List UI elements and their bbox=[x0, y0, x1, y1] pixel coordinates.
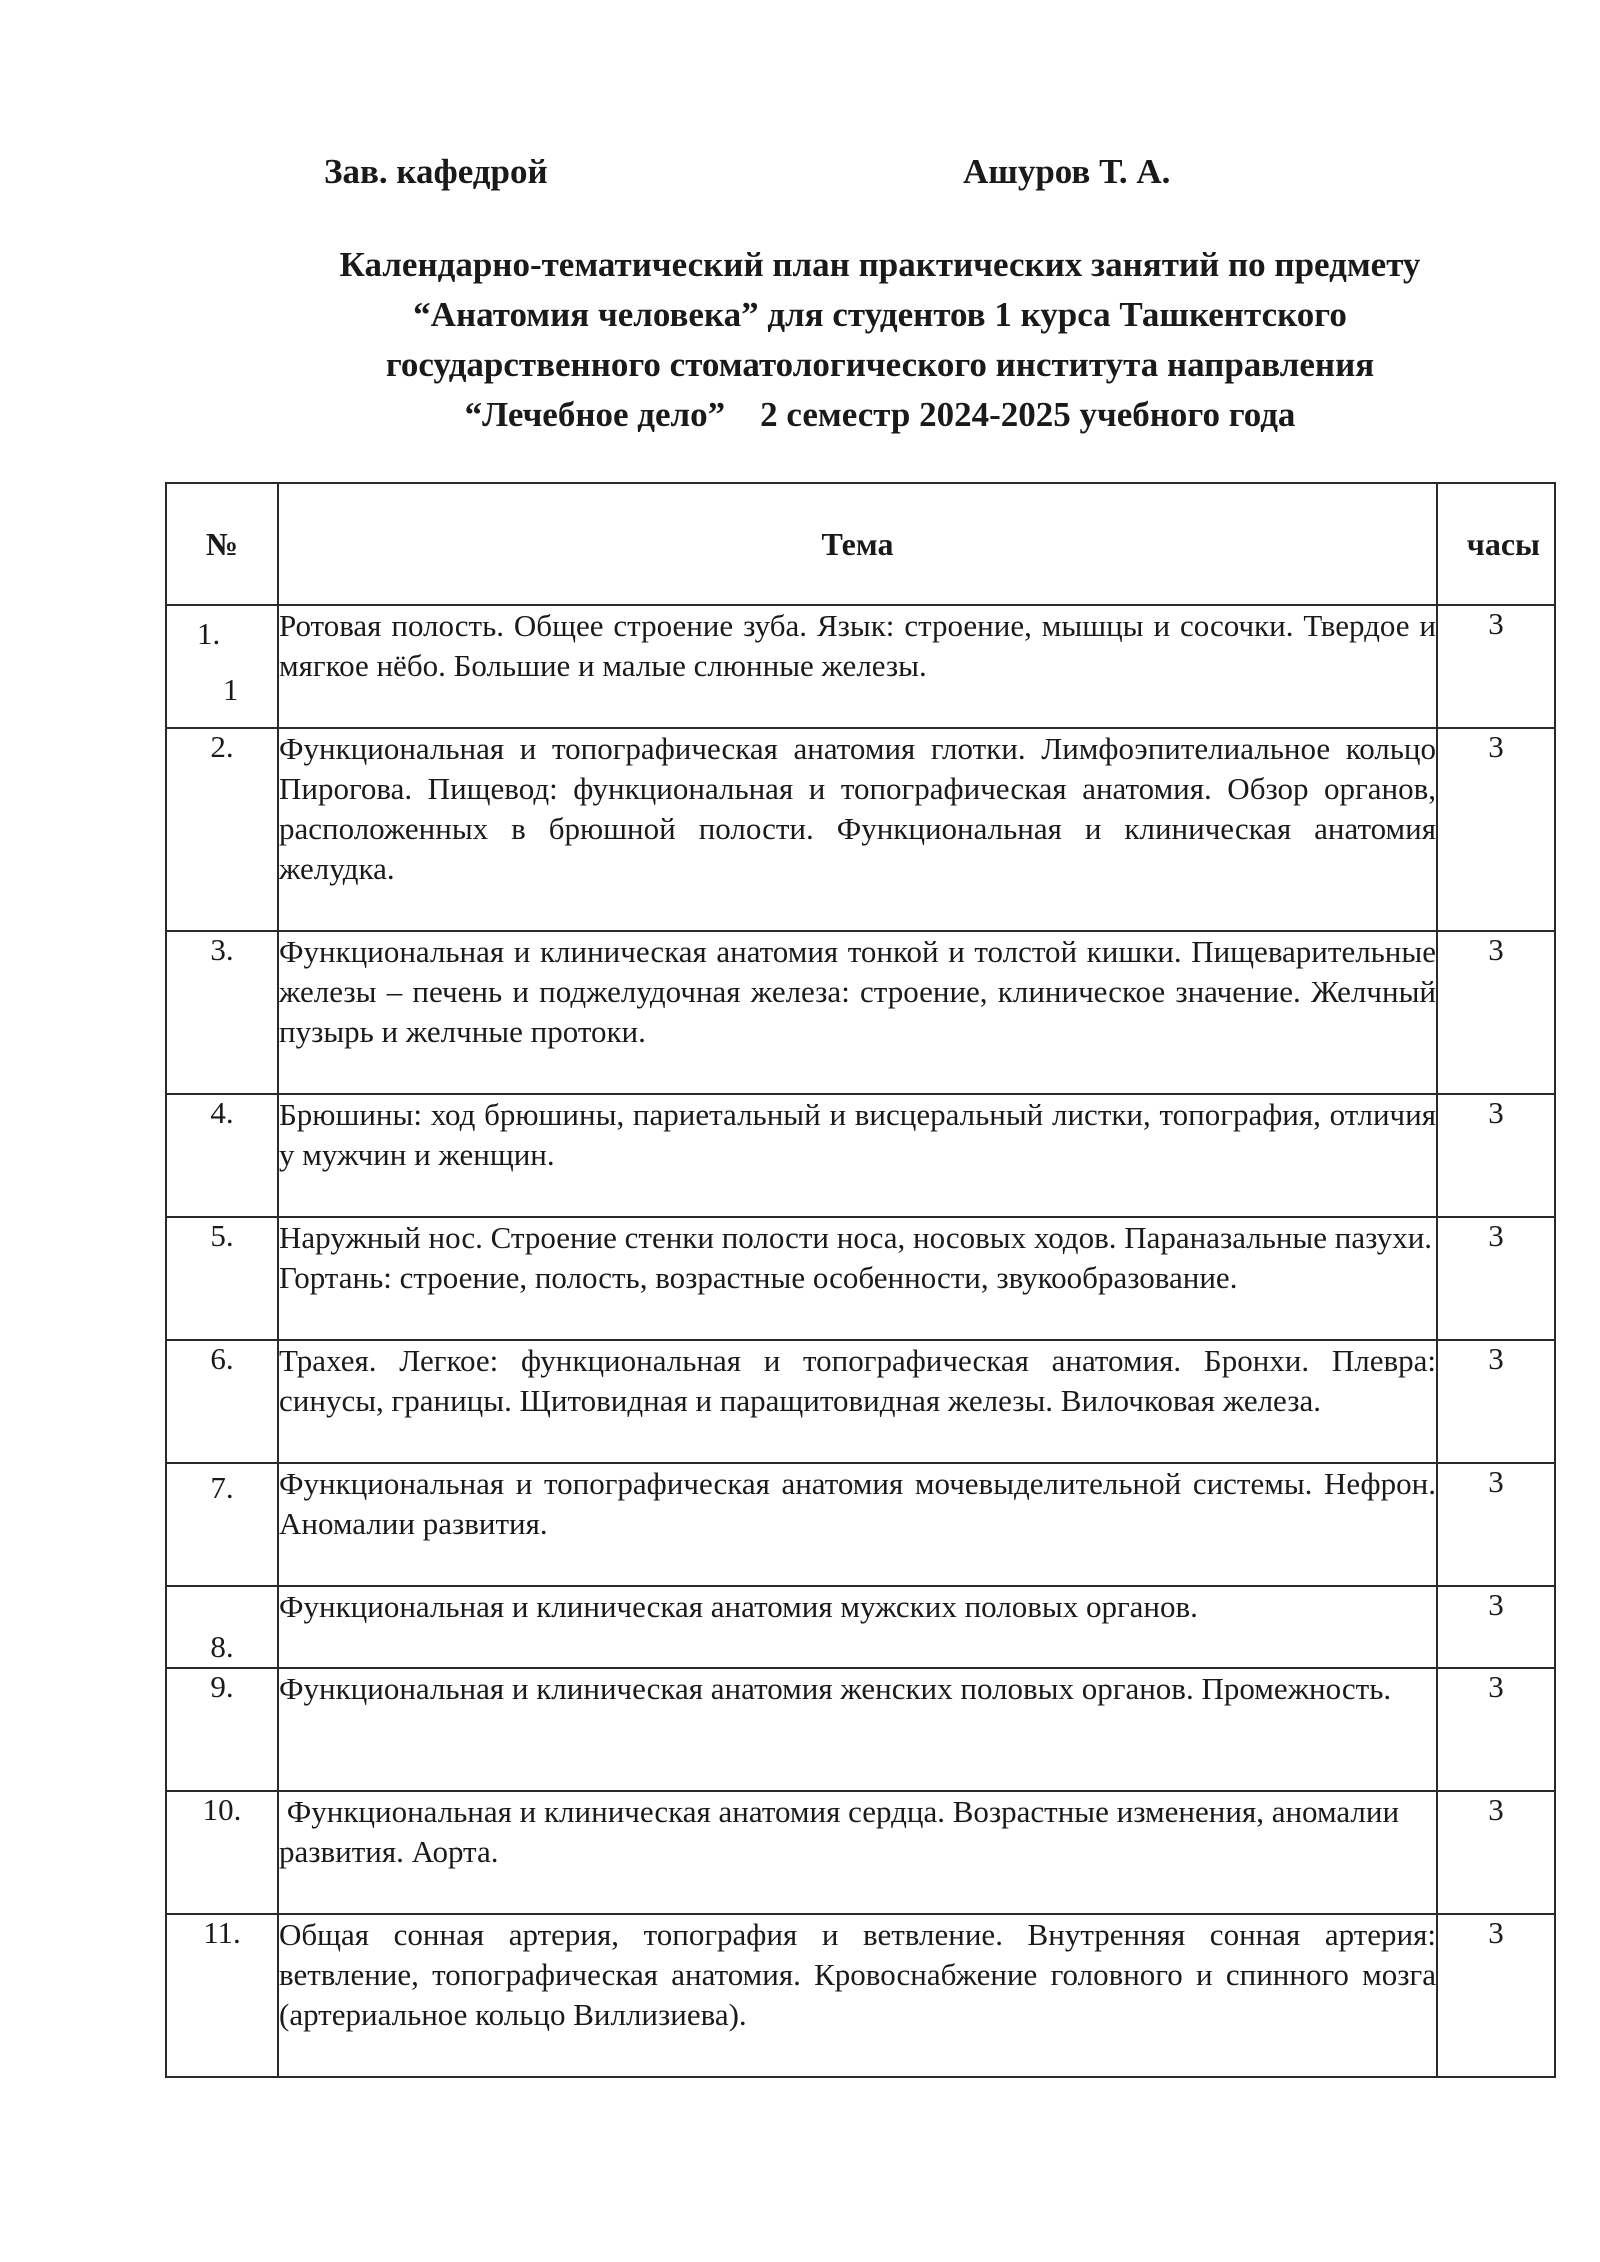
lesson-plan-table bbox=[165, 482, 1556, 2078]
table-row bbox=[166, 1914, 1555, 2077]
title-line-4: “Лечебное дело” 2 семестр 2024-2025 учебного года bbox=[464, 395, 1296, 434]
row-topic: Наружный нос. Строение стенки полости носа, носовых ходов. Параназальные пазухи. Гортань: строение, полость, возрастные особенности, звукообразование. bbox=[278, 1217, 1437, 1340]
head-of-department-label: Зав. кафедрой bbox=[324, 152, 548, 191]
row-number: 2. bbox=[166, 728, 278, 931]
row-topic: Функциональная и топографическая анатомия мочевыделительной системы. Нефрон. Аномалии развития. bbox=[278, 1463, 1437, 1586]
title-line-3: государственного стоматологического института направления bbox=[385, 345, 1375, 384]
row-hours: 3 bbox=[1437, 1463, 1555, 1586]
row-number: 7. bbox=[166, 1463, 278, 1586]
signature-line bbox=[0, 152, 1600, 202]
table-row bbox=[166, 1668, 1555, 1791]
row-hours: 3 bbox=[1437, 605, 1555, 728]
table-row bbox=[166, 1217, 1555, 1340]
row-hours: 3 bbox=[1437, 1094, 1555, 1217]
row-hours: 3 bbox=[1437, 1914, 1555, 2077]
row-topic: Общая сонная артерия, топография и ветвление. Внутренняя сонная артерия: ветвление, топографическая анатомия. Кровоснабжение головного и спинного мозга (артериальное кольцо Виллизиева). bbox=[278, 1914, 1437, 2077]
row-hours: 3 bbox=[1437, 728, 1555, 931]
column-header-number: № bbox=[166, 483, 278, 605]
row-hours: 3 bbox=[1437, 1586, 1555, 1668]
row-number: 8. bbox=[166, 1586, 278, 1668]
title-line-1: Календарно-тематический план практических занятий по предмету bbox=[339, 245, 1421, 284]
row-number bbox=[166, 605, 278, 728]
row-number: 5. bbox=[166, 1217, 278, 1340]
row-topic: Брюшины: ход брюшины, париетальный и висцеральный листки, топография, отличия у мужчин и женщин. bbox=[278, 1094, 1437, 1217]
document-title bbox=[250, 240, 1510, 440]
column-header-topic: Тема bbox=[278, 483, 1437, 605]
table-header-row bbox=[166, 483, 1555, 605]
row-number: 11. bbox=[166, 1914, 278, 2077]
row-topic: Функциональная и клиническая анатомия женских половых органов. Промежность. bbox=[278, 1668, 1437, 1791]
row-number: 6. bbox=[166, 1340, 278, 1463]
row-topic: Функциональная и клиническая анатомия тонкой и толстой кишки. Пищеварительные железы – печень и поджелудочная железа: строение, клиническое значение. Желчный пузырь и желчные протоки. bbox=[278, 931, 1437, 1094]
table-row bbox=[166, 1791, 1555, 1914]
column-header-hours: часы bbox=[1437, 483, 1555, 605]
row-number-part-a: 1. bbox=[197, 616, 221, 651]
row-topic: Ротовая полость. Общее строение зуба. Язык: строение, мышцы и сосочки. Твердое и мягкое нёбо. Большие и малые слюнные железы. bbox=[278, 605, 1437, 728]
title-line-2: “Анатомия человека” для студентов 1 курса Ташкентского bbox=[413, 295, 1347, 334]
head-of-department-name: Ашуров Т. А. bbox=[963, 152, 1171, 191]
table-row bbox=[166, 728, 1555, 931]
row-hours: 3 bbox=[1437, 931, 1555, 1094]
table-row bbox=[166, 1340, 1555, 1463]
row-number: 4. bbox=[166, 1094, 278, 1217]
row-topic: Функциональная и клиническая анатомия мужских половых органов. bbox=[278, 1586, 1437, 1668]
row-hours: 3 bbox=[1437, 1668, 1555, 1791]
row-topic: Функциональная и топографическая анатомия глотки. Лимфоэпителиальное кольцо Пирогова. Пищевод: функциональная и топографическая анатомия. Обзор органов, расположенных в брюшной полости. Функциональная и клиническая анатомия желудка. bbox=[278, 728, 1437, 931]
row-number: 9. bbox=[166, 1668, 278, 1791]
table-row bbox=[166, 1094, 1555, 1217]
row-number: 10. bbox=[166, 1791, 278, 1914]
row-number: 3. bbox=[166, 931, 278, 1094]
table-row bbox=[166, 1586, 1555, 1668]
row-topic: Функциональная и клиническая анатомия сердца. Возрастные изменения, аномалии развития. Аорта. bbox=[278, 1791, 1437, 1914]
table-row bbox=[166, 931, 1555, 1094]
row-hours: 3 bbox=[1437, 1217, 1555, 1340]
row-number-part-b: 1 bbox=[223, 672, 239, 707]
table-row bbox=[166, 605, 1555, 728]
row-hours: 3 bbox=[1437, 1791, 1555, 1914]
row-hours: 3 bbox=[1437, 1340, 1555, 1463]
row-topic: Трахея. Легкое: функциональная и топографическая анатомия. Бронхи. Плевра: синусы, границы. Щитовидная и паращитовидная железы. Вилочковая железа. bbox=[278, 1340, 1437, 1463]
table-row bbox=[166, 1463, 1555, 1586]
